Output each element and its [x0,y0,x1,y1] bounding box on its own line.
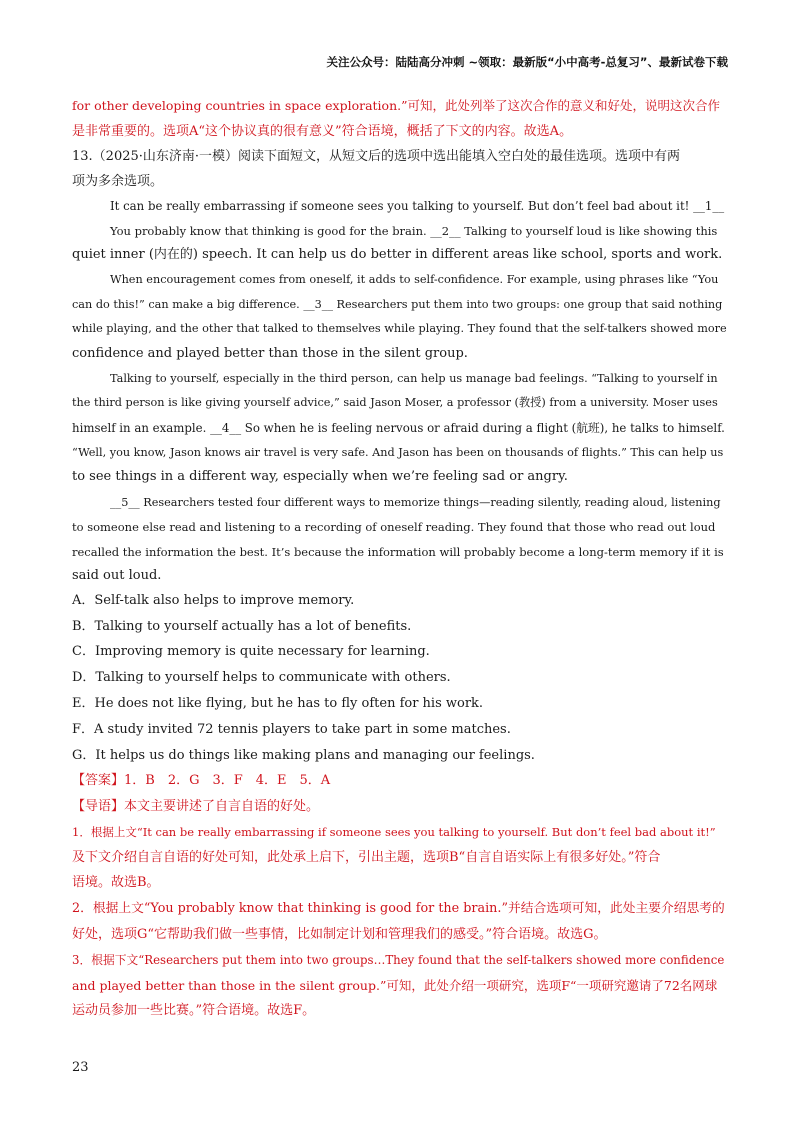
text-line: said out loud. [72,568,162,583]
page-header: 关注公众号：陆陆高分冲刺 ~领取：最新版“小中高考-总复习”、最新试卷下载 [326,55,728,69]
text-line: recalled the information the best. It’s because the information will probably become a long-term memory if it is [72,545,724,559]
text-line: G．It helps us do things like making plans and managing our feelings. [72,748,535,763]
text-line: __5__ Researchers tested four different ways to memorize things—reading silently, reading aloud, listening [110,496,721,509]
explanation-line: 好处，选项G“它帮助我们做一些事情，比如制定计划和管理我们的感受。”符合语境。故选G。 [72,927,607,942]
explanation-line: 是非常重要的。选项A“这个协议真的很有意义”符合语境，概括了下文的内容。故选A。 [72,124,573,139]
explanation-line: 3．根据下文“Researchers put them into two groups…They found that the self-talkers showed more confidence [72,953,725,967]
text-line: It can be really embarrassing if someone sees you talking to yourself. But don’t feel bad about it! __1__ [110,199,725,213]
explanation-line: for other developing countries in space exploration.”可知，此处列举了这次合作的意义和好处，说明这次合作 [72,98,720,113]
explanation-line: 【答案】1．B 2．G 3．F 4．E 5．A [72,773,331,788]
text-line: to see things in a different way, especially when we’re feeling sad or angry. [72,469,568,484]
text-line: When encouragement comes from oneself, it adds to self-confidence. For example, using phrases like “You [110,273,719,286]
text-line: “Well, you know, Jason knows air travel is very safe. And Jason has been on thousands of flights.” This can help us [72,446,724,459]
page-number: 23 [72,1060,89,1075]
text-line: C．Improving memory is quite necessary for learning. [72,644,430,659]
text-line: Talking to yourself, especially in the third person, can help us manage bad feelings. “Talking to yourself in [110,372,718,385]
text-line: E．He does not like flying, but he has to fly often for his work. [72,696,484,711]
text-line: to someone else read and listening to a recording of oneself reading. They found that those who read out loud [72,520,716,534]
text-line: while playing, and the other that talked to themselves while playing. They found that the self-talkers showed more [72,322,727,335]
text-line: himself in an example. __4__ So when he is feeling nervous or afraid during a flight (航班), he talks to himself. [72,421,725,435]
explanation-line: 及下文介绍自言自语的好处可知，此处承上启下，引出主题，选项B“自言自语实际上有很多好处。”符合 [72,850,661,865]
text-line: 13.（2025·山东济南·一模）阅读下面短文，从短文后的选项中选出能填入空白处的最佳选项。选项中有两 [72,149,681,164]
explanation-line: and played better than those in the silent group.”可知，此处介绍一项研究，选项F“一项研究邀请了72名网球 [72,978,718,993]
explanation-line: 1．根据上文“It can be really embarrassing if someone sees you talking to yourself. But don’t feel bad about it!” [72,825,716,839]
text-line: A．Self-talk also helps to improve memory. [72,593,355,608]
text-line: quiet inner (内在的) speech. It can help us do better in different areas like school, sports and work. [72,247,723,262]
text-line: D．Talking to yourself helps to communicate with others. [72,670,451,685]
explanation-line: 运动员参加一些比赛。”符合语境。故选F。 [72,1003,316,1018]
text-line: can do this!” can make a big difference. __3__ Researchers put them into two groups: one group that said nothing [72,298,723,311]
explanation-line: 语境。故选B。 [72,875,160,890]
text-line: B．Talking to yourself actually has a lot of benefits. [72,619,412,634]
text-line: confidence and played better than those in the silent group. [72,346,468,361]
text-line: You probably know that thinking is good for the brain. __2__ Talking to yourself loud is like showing this [110,224,718,238]
text-line: F．A study invited 72 tennis players to take part in some matches. [72,722,511,737]
text-line: 项为多余选项。 [72,174,164,189]
text-line: the third person is like giving yourself advice,” said Jason Moser, a professor (教授) from a university. Moser uses [72,396,718,409]
explanation-line: 【导语】本文主要讲述了自言自语的好处。 [72,799,320,814]
explanation-line: 2．根据上文“You probably know that thinking is good for the brain.”并结合选项可知，此处主要介绍思考的 [72,901,725,916]
